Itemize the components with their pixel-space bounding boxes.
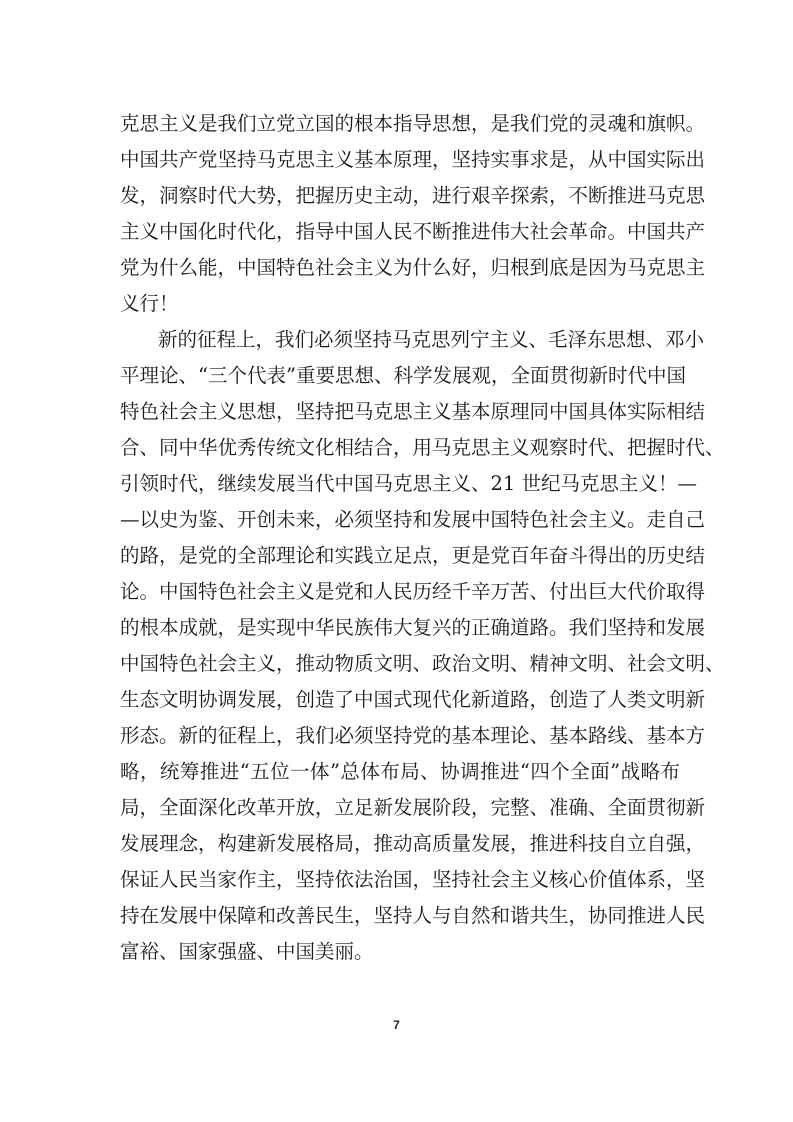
text-line: 党为什么能，中国特色社会主义为什么好，归根到底是因为马克思主 [120,256,706,279]
text-line: 形态。新的征程上，我们必须坚持党的基本理论、基本路线、基本方 [120,724,706,747]
text-line: 特色社会主义思想，坚持把马克思主义基本原理同中国具体实际相结 [120,400,706,423]
text-line: —以史为鉴、开创未来，必须坚持和发展中国特色社会主义。走自己 [120,508,706,531]
text-line: 保证人民当家作主，坚持依法治国，坚持社会主义核心价值体系，坚 [120,868,706,891]
text-line: 的根本成就，是实现中华民族伟大复兴的正确道路。我们坚持和发展 [120,616,706,639]
text-line: 义行！ [120,292,179,315]
text-line: 论。中国特色社会主义是党和人民历经千辛万苦、付出巨大代价取得 [120,580,706,603]
text-line: 生态文明协调发展，创造了中国式现代化新道路，创造了人类文明新 [120,688,706,711]
text-line: 合、同中华优秀传统文化相结合，用马克思主义观察时代、把握时代、 [120,436,725,459]
text-line: 平理论、“三个代表”重要思想、科学发展观，全面贯彻新时代中国 [120,364,686,387]
text-line: 持在发展中保障和改善民生，坚持人与自然和谐共生，协同推进人民 [120,904,706,927]
text-line: 局，全面深化改革开放，立足新发展阶段，完整、准确、全面贯彻新 [120,796,706,819]
text-line: 略，统筹推进“五位一体”总体布局、协调推进“四个全面”战略布 [120,760,680,783]
text-line: 发，洞察时代大势，把握历史主动，进行艰辛探索，不断推进马克思 [120,184,706,207]
text-line: 引领时代，继续发展当代中国马克思主义、21 世纪马克思主义！— [120,472,698,495]
text-line: 发展理念，构建新发展格局，推动高质量发展，推进科技自立自强， [120,832,706,855]
text-line: 主义中国化时代化，指导中国人民不断推进伟大社会革命。中国共产 [120,220,706,243]
text-line: 中国共产党坚持马克思主义基本原理，坚持实事求是，从中国实际出 [120,148,706,171]
page-number: 7 [393,1018,400,1032]
text-line: 富裕、国家强盛、中国美丽。 [120,940,374,963]
text-line: 克思主义是我们立党立国的根本指导思想，是我们党的灵魂和旗帜。 [120,112,706,135]
text-line: 的路，是党的全部理论和实践立足点，更是党百年奋斗得出的历史结 [120,544,706,567]
text-line: 中国特色社会主义，推动物质文明、政治文明、精神文明、社会文明、 [120,652,725,675]
text-line: 新的征程上，我们必须坚持马克思列宁主义、毛泽东思想、邓小 [158,328,705,351]
